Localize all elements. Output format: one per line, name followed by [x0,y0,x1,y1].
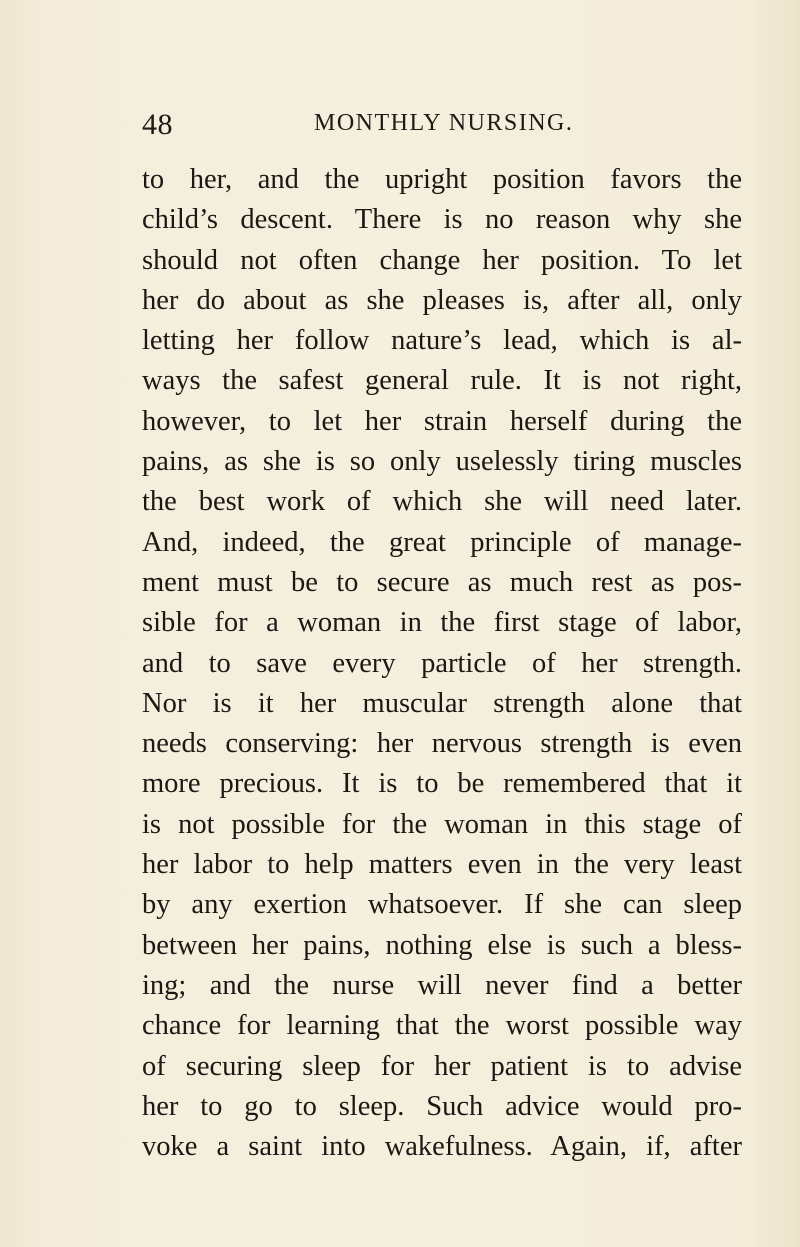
text-line: ways the safest general rule. It is not right, [142,365,742,397]
text-line: sible for a woman in the first stage of labor, [142,607,742,639]
page-number: 48 [142,108,173,141]
text-line: child’s descent. There is no reason why she [142,204,742,236]
text-line: Nor is it her muscular strength alone that [142,687,742,719]
text-line: to her, and the upright position favors the [142,164,742,195]
text-line: more precious. It is to be remembered that it [142,768,742,800]
text-line: by any exertion whatsoever. If she can sleep [142,889,742,921]
running-head: MONTHLY NURSING. [314,110,574,136]
text-line: is not possible for the woman in this stage of [142,808,742,840]
text-line: of securing sleep for her patient is to advise [142,1050,742,1082]
body-text [142,160,742,1167]
text-line: needs conserving: her nervous strength is even [142,728,742,760]
text-line: voke a saint into wakefulness. Again, if, after [142,1131,742,1163]
text-line: should not often change her position. To let [142,244,742,276]
text-line: her do about as she pleases is, after all, only [142,284,742,316]
text-line: and to save every particle of her strength. [142,647,742,679]
text-line: chance for learning that the worst possible way [142,1010,742,1042]
text-line: however, to let her strain herself during the [142,405,742,437]
text-line: ing; and the nurse will never find a better [142,969,742,1001]
text-line: And, indeed, the great principle of manage- [142,526,742,558]
text-line: her labor to help matters even in the very least [142,849,742,881]
text-line: letting her follow nature’s lead, which is al- [142,325,742,357]
text-line: pains, as she is so only uselessly tiring muscles [142,446,742,478]
text-line: her to go to sleep. Such advice would pro- [142,1090,742,1122]
page-header [142,108,740,148]
text-line: between her pains, nothing else is such a bless- [142,929,742,961]
text-line: ment must be to secure as much rest as pos- [142,566,742,598]
text-line: the best work of which she will need later. [142,486,742,518]
